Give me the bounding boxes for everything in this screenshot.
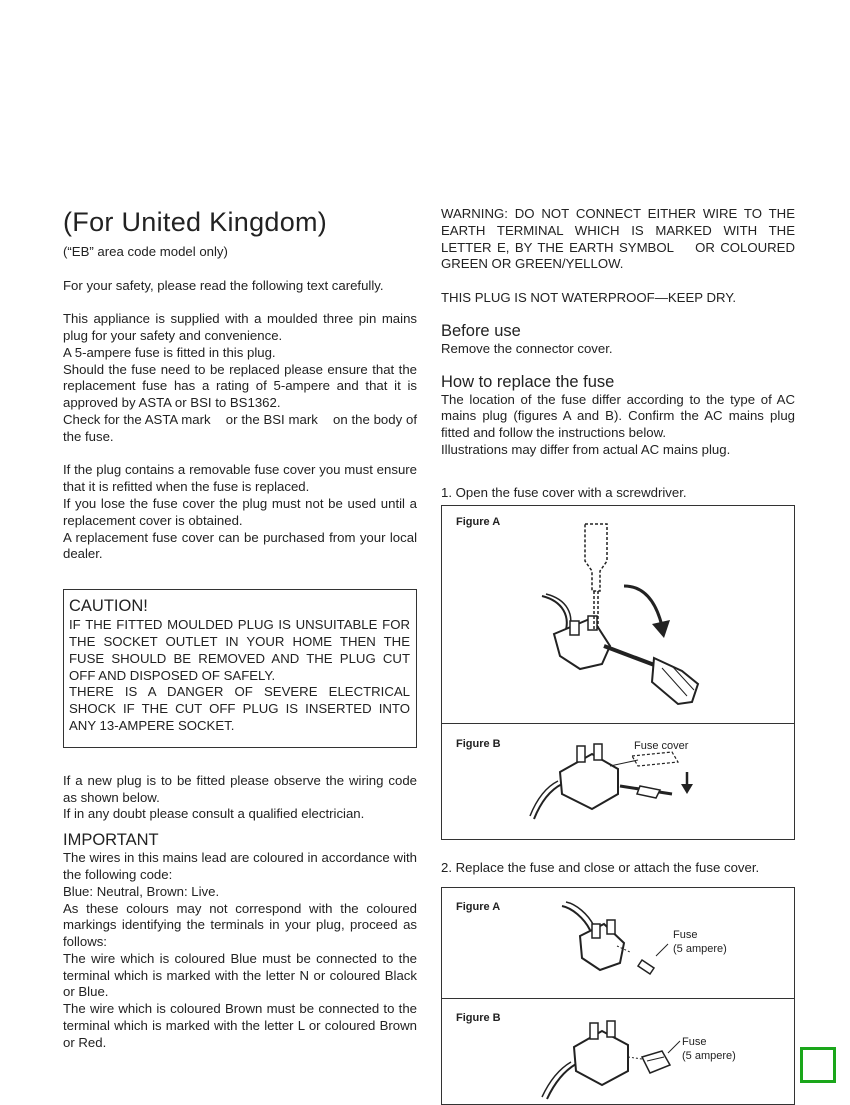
right-column (441, 206, 799, 1105)
important-line: As these colours may not correspond with the coloured markings identifying the terminals in your plug, proceed as follows: (63, 900, 417, 950)
warning-text: WARNING: DO NOT CONNECT EITHER WIRE TO THE EARTH TERMINAL WHICH IS MARKED WITH THE LETTER E, BY THE EARTH SYMBOL OR COLOURED GREEN OR GREEN/YELLOW. (441, 206, 799, 272)
fuse-cover-paragraph (63, 462, 417, 563)
important-heading: IMPORTANT (63, 831, 159, 850)
important-line: The wire which is coloured Brown must be connected to the terminal which is marked with the letter L or coloured Brown or Red. (63, 1001, 417, 1050)
figure-label: Figure B (456, 1012, 501, 1025)
step-2-text: 2. Replace the fuse and close or attach the fuse cover. (441, 859, 760, 875)
page-title: (For United Kingdom) (63, 207, 328, 237)
wiring-line: If a new plug is to be fitted please observe the wiring code as shown below. (63, 772, 417, 805)
important-line: Blue: Neutral, Brown: Live. (63, 883, 220, 899)
figure-label: Figure B (456, 737, 501, 750)
figure-label: Figure A (456, 515, 501, 528)
area-code-note: (“EB” area code model only) (63, 244, 228, 259)
page-marker-box (800, 1047, 836, 1083)
important-line: The wire which is coloured Blue must be connected to the terminal which is marked with the letter N or coloured Black or Blue. (63, 950, 417, 1000)
figure-label: Figure A (456, 901, 501, 914)
step-1-figures (441, 505, 795, 840)
fuse-info-line: Should the fuse need to be replaced please ensure that the replacement fuse has a rating of 5-ampere and that it is approved by ASTA or BSI to BS1362. (63, 361, 417, 411)
plug-fuse-illustration (442, 888, 796, 998)
wiring-paragraph (63, 773, 417, 823)
important-section (63, 850, 417, 1052)
fuse-info-line: Check for the ASTA mark or the BSI mark on the body of the fuse. (63, 411, 421, 444)
fuse-info-paragraph (63, 311, 421, 445)
caution-line: THERE IS A DANGER OF SEVERE ELECTRICAL SHOCK IF THE CUT OFF PLUG IS INSERTED INTO ANY 13-AMPERE SOCKET. (69, 684, 410, 733)
fuse-info-line: This appliance is supplied with a moulded three pin mains plug for your safety and convenience. (63, 311, 417, 343)
fuse-callout-line1: Fuse (682, 1036, 707, 1049)
fuse-callout-line2: (5 ampere) (682, 1050, 736, 1063)
fuse-info-line: A 5-ampere fuse is fitted in this plug. (63, 344, 276, 360)
fuse-callout-line2: (5 ampere) (673, 943, 727, 956)
before-use-heading: Before use (441, 321, 521, 340)
wiring-line: If in any doubt please consult a qualified electrician. (63, 806, 365, 822)
waterproof-text: THIS PLUG IS NOT WATERPROOF—KEEP DRY. (441, 289, 737, 305)
caution-heading: CAUTION! (69, 597, 148, 616)
fuse-callout-line1: Fuse (673, 929, 698, 942)
replace-fuse-line: The location of the fuse differ according to the type of AC mains plug (figures A and B). Confirm the AC mains plug fitted and follow the instructions below. (441, 391, 795, 441)
important-line: The wires in this mains lead are coloured in accordance with the following code: (63, 850, 417, 882)
replace-fuse-heading: How to replace the fuse (441, 372, 615, 391)
replace-fuse-line: Illustrations may differ from actual AC mains plug. (441, 441, 731, 457)
caution-box (63, 589, 417, 748)
safety-intro: For your safety, please read the following text carefully. (63, 277, 384, 293)
fuse-cover-line: A replacement fuse cover can be purchased from your local dealer. (63, 529, 417, 562)
step-2-figure-b (442, 999, 794, 1104)
step-2-figure-a (442, 888, 794, 999)
step-1-text: 1. Open the fuse cover with a screwdriver. (441, 484, 687, 500)
fuse-cover-callout: Fuse cover (634, 739, 689, 752)
before-use-text: Remove the connector cover. (441, 340, 613, 356)
fuse-cover-line: If you lose the fuse cover the plug must not be used until a replacement cover is obtained. (63, 495, 417, 528)
replace-fuse-text (441, 392, 795, 459)
plug-fuse-holder-illustration (442, 999, 796, 1104)
plug-screwdriver-illustration (442, 506, 796, 723)
step-1-figure-a (442, 506, 794, 724)
left-column (63, 205, 421, 1052)
caution-line: IF THE FITTED MOULDED PLUG IS UNSUITABLE FOR THE SOCKET OUTLET IN YOUR HOME THEN THE FUSE SHOULD BE REMOVED AND THE PLUG CUT OFF AND DISPOSED OF SAFELY. (69, 617, 410, 683)
step-1-figure-b (442, 724, 794, 839)
step-2-figures (441, 887, 795, 1105)
fuse-cover-line: If the plug contains a removable fuse cover you must ensure that it is refitted when the fuse is replaced. (63, 462, 417, 495)
plug-fuse-cover-illustration (442, 724, 796, 839)
